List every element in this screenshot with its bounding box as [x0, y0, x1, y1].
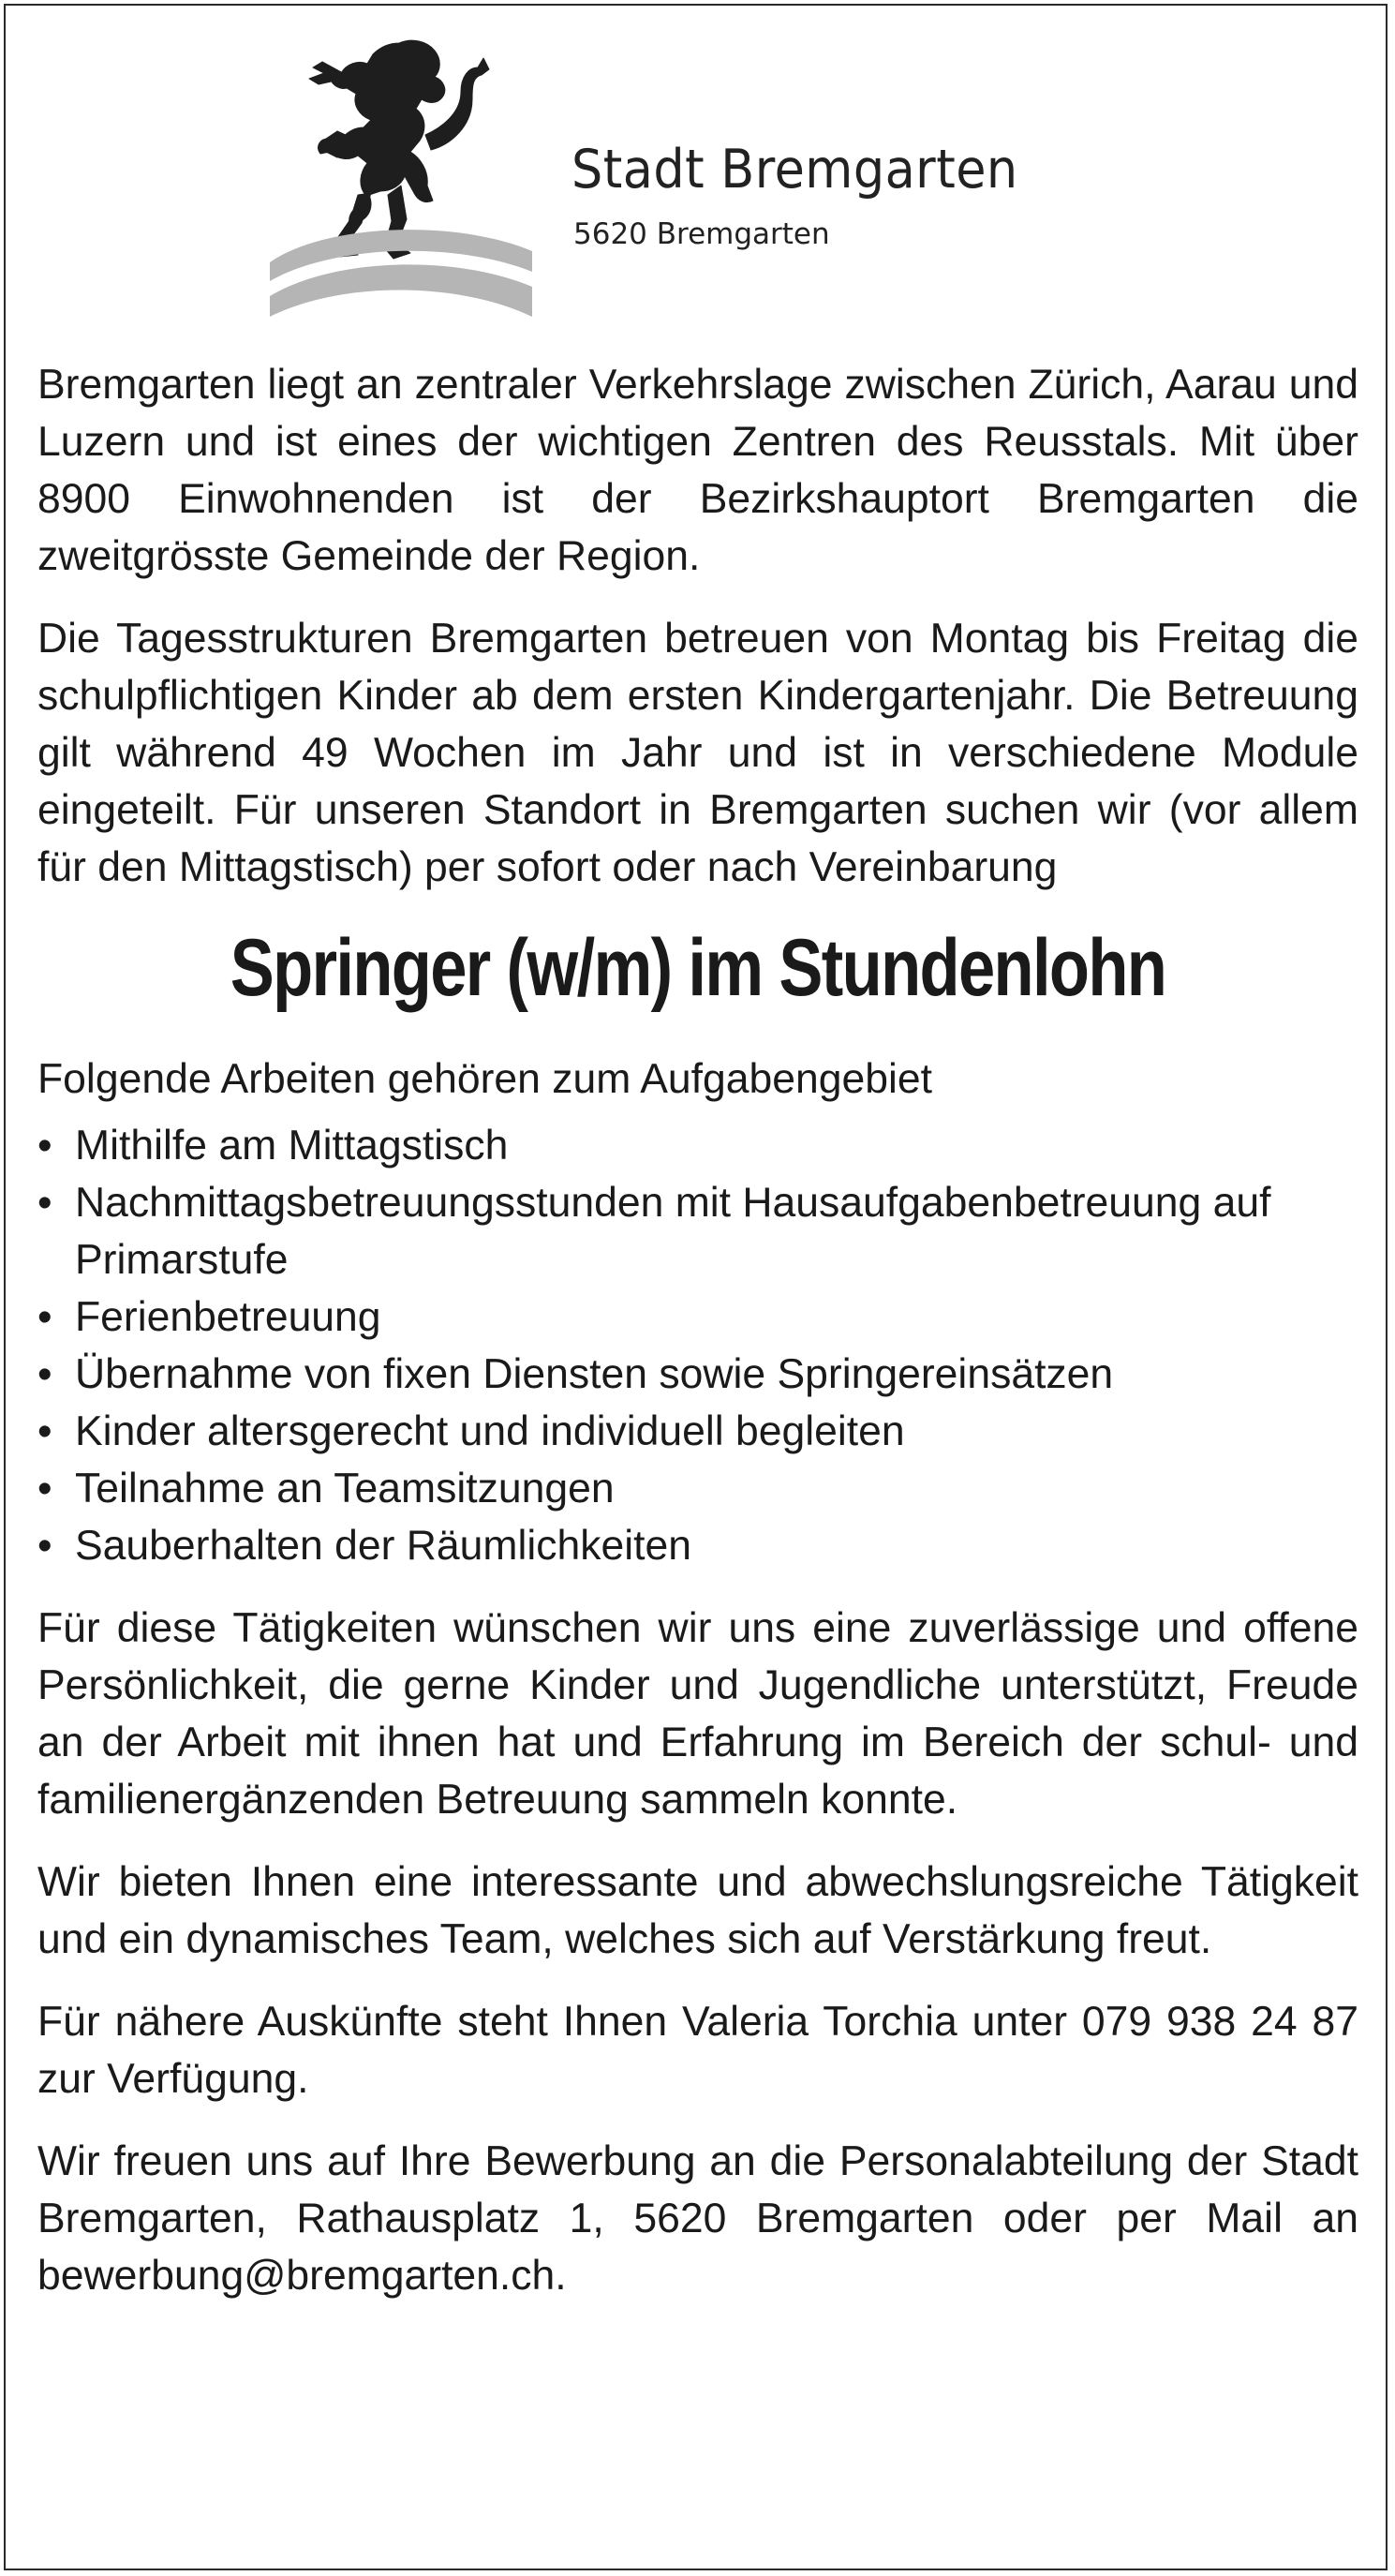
task-item: • Ferienbetreuung [37, 1288, 1358, 1346]
offer-paragraph: Wir bieten Ihnen eine interessante und abwechslungsreiche Tätigkeit und ein dynamisches Team, welches sich auf Verstärkung freut. [37, 1859, 1358, 1962]
organization-name: Stadt Bremgarten [571, 139, 1018, 201]
profile-paragraph: Für diese Tätigkeiten wünschen wir uns eine zuverlässige und offene Persönlichkeit, die gerne Kinder und Jugendliche unterstützt, Freude an der Arbeit mit ihnen hat und Erfahrung im Bereich der schul- und familienergänzenden Betreuung sammeln konnte. [37, 1605, 1358, 1823]
task-item: • Übernahme von fixen Diensten sowie Springereinsätzen [37, 1346, 1358, 1403]
tasks-intro: Folgende Arbeiten gehören zum Aufgabengebiet [37, 1056, 933, 1102]
task-item: • Sauberhalten der Räumlichkeiten [37, 1517, 1358, 1574]
intro-paragraph: Bremgarten liegt an zentraler Verkehrslage zwischen Zürich, Aarau und Luzern und ist eines der wichtigen Zentren des Reusstals. Mit über 8900 Einwohnenden ist der Bezirkshauptort Bremgarten die zweitgrösste Gemeinde der Region. [37, 362, 1358, 579]
task-item: • Mithilfe am Mittagstisch [37, 1117, 1358, 1174]
job-title-headline: Springer (w/m) im Stundenlohn [230, 923, 1166, 1013]
task-item: • Kinder altersgerecht und individuell begleiten [37, 1403, 1358, 1460]
organization-address: 5620 Bremgarten [573, 217, 830, 251]
lion-crest-icon [260, 36, 542, 326]
task-item: • Nachmittagsbetreuungsstunden mit Hausaufgabenbetreuung auf Primarstufe [37, 1174, 1358, 1288]
job-ad-body [37, 356, 1358, 2330]
task-item: • Teilnahme an Teamsitzungen [37, 1460, 1358, 1517]
application-paragraph: Wir freuen uns auf Ihre Bewerbung an die Personalabteilung der Stadt Bremgarten, Rathausplatz 1, 5620 Bremgarten oder per Mail an bewerbung@bremgarten.ch. [37, 2138, 1358, 2299]
contact-paragraph: Für nähere Auskünfte steht Ihnen Valeria Torchia unter 079 938 24 87 zur Verfügung. [37, 1999, 1358, 2102]
description-paragraph: Die Tagesstrukturen Bremgarten betreuen von Montag bis Freitag die schulpflichtigen Kinder ab dem ersten Kindergartenjahr. Die Betreuung gilt während 49 Wochen im Jahr und ist in verschiedene Module eingeteilt. Für unseren Standort in Bremgarten suchen wir (vor allem für den Mittagstisch) per sofort oder nach Vereinbarung [37, 616, 1358, 890]
task-list [37, 1117, 1358, 1574]
